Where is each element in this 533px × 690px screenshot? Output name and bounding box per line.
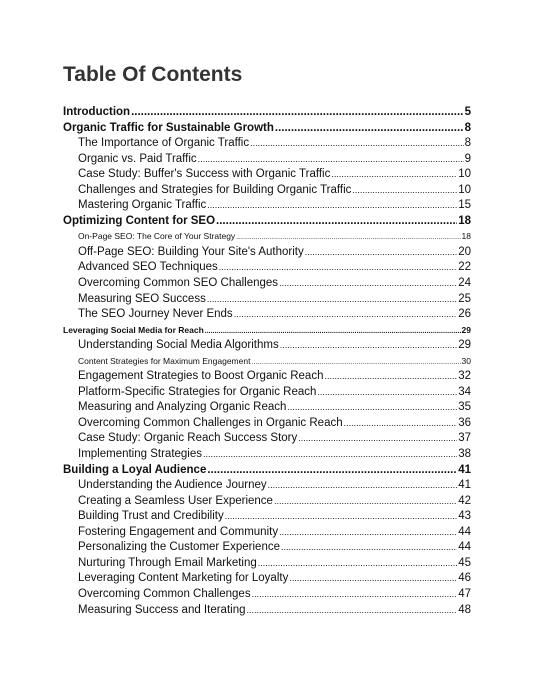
- toc-entry-label: Fostering Engagement and Community: [78, 525, 279, 538]
- toc-entry-label: On-Page SEO: The Core of Your Strategy: [78, 231, 236, 242]
- dot-leader: [225, 509, 457, 525]
- toc-entry-label: Case Study: Organic Reach Success Story: [78, 432, 298, 445]
- dot-leader: [246, 603, 457, 619]
- toc-entry-label: Overcoming Common SEO Challenges: [78, 277, 279, 290]
- toc-entry-label: Understanding Social Media Algorithms: [78, 339, 279, 352]
- toc-entry[interactable]: [63, 369, 471, 385]
- toc-entry-label: Creating a Seamless User Experience: [78, 494, 273, 507]
- dot-leader: [207, 463, 457, 479]
- toc-entry-page-number: 15: [458, 199, 471, 212]
- toc-entry-page-number: 8: [464, 121, 471, 134]
- toc-entry-label: Measuring Success and Iterating: [78, 603, 246, 616]
- toc-entry[interactable]: [63, 245, 471, 261]
- toc-entry-label: Building a Loyal Audience: [63, 463, 207, 476]
- dot-leader: [289, 571, 457, 587]
- toc-entry[interactable]: [63, 447, 471, 463]
- toc-entry[interactable]: [63, 431, 471, 447]
- table-of-contents: [63, 105, 471, 618]
- dot-leader: [287, 400, 457, 416]
- toc-entry-label: Engagement Strategies to Boost Organic Reach: [78, 370, 324, 383]
- dot-leader: [207, 292, 457, 308]
- dot-leader: [258, 556, 457, 572]
- toc-entry-page-number: 34: [458, 385, 471, 398]
- toc-entry[interactable]: [63, 183, 471, 199]
- toc-entry-page-number: 9: [464, 152, 471, 165]
- toc-entry[interactable]: [63, 229, 471, 245]
- toc-entry-label: Organic vs. Paid Traffic: [78, 152, 197, 165]
- toc-entry-page-number: 29: [461, 324, 471, 335]
- toc-entry-page-number: 45: [458, 556, 471, 569]
- toc-entry-page-number: 18: [461, 231, 471, 242]
- toc-entry[interactable]: [63, 323, 471, 339]
- toc-entry-label: Personalizing the Customer Experience: [78, 541, 280, 554]
- toc-entry-label: Organic Traffic for Sustainable Growth: [63, 121, 274, 134]
- dot-leader: [234, 307, 458, 323]
- dot-leader: [279, 276, 457, 292]
- toc-entry[interactable]: [63, 540, 471, 556]
- toc-entry-label: Advanced SEO Techniques: [78, 261, 218, 274]
- toc-entry-page-number: 35: [458, 401, 471, 414]
- toc-entry[interactable]: [63, 478, 471, 494]
- toc-entry-page-number: 20: [458, 245, 471, 258]
- toc-entry[interactable]: [63, 400, 471, 416]
- toc-entry-page-number: 29: [458, 339, 471, 352]
- toc-entry[interactable]: [63, 556, 471, 572]
- page-title: Table Of Contents: [63, 63, 243, 86]
- dot-leader: [305, 245, 457, 261]
- toc-entry[interactable]: [63, 385, 471, 401]
- toc-entry[interactable]: [63, 509, 471, 525]
- toc-entry-label: Overcoming Common Challenges in Organic Reach: [78, 416, 343, 429]
- dot-leader: [298, 431, 457, 447]
- toc-entry-label: Leveraging Social Media for Reach: [63, 324, 204, 335]
- toc-entry-page-number: 24: [458, 277, 471, 290]
- dot-leader: [352, 183, 457, 199]
- dot-leader: [250, 136, 464, 152]
- toc-entry[interactable]: [63, 260, 471, 276]
- toc-entry[interactable]: [63, 276, 471, 292]
- dot-leader: [236, 229, 460, 245]
- toc-entry[interactable]: [63, 416, 471, 432]
- toc-entry-page-number: 18: [458, 214, 471, 227]
- toc-entry-page-number: 43: [458, 510, 471, 523]
- toc-entry-label: Optimizing Content for SEO: [63, 214, 216, 227]
- toc-entry-page-number: 41: [458, 479, 471, 492]
- dot-leader: [203, 447, 457, 463]
- toc-entry-label: Mastering Organic Traffic: [78, 199, 207, 212]
- toc-entry[interactable]: [63, 587, 471, 603]
- toc-entry-label: Platform-Specific Strategies for Organic Reach: [78, 385, 317, 398]
- toc-entry[interactable]: [63, 463, 471, 479]
- toc-entry-page-number: 26: [458, 308, 471, 321]
- toc-entry[interactable]: [63, 338, 471, 354]
- toc-entry-label: Content Strategies for Maximum Engagement: [78, 355, 251, 366]
- toc-entry-page-number: 8: [464, 137, 471, 150]
- toc-entry-page-number: 32: [458, 370, 471, 383]
- toc-entry[interactable]: [63, 136, 471, 152]
- dot-leader: [198, 152, 464, 168]
- dot-leader: [251, 354, 460, 370]
- toc-entry-label: The SEO Journey Never Ends: [78, 308, 233, 321]
- toc-entry-page-number: 47: [458, 587, 471, 600]
- toc-entry-page-number: 38: [458, 448, 471, 461]
- toc-entry-label: Nurturing Through Email Marketing: [78, 556, 257, 569]
- toc-entry[interactable]: [63, 494, 471, 510]
- toc-entry-label: The Importance of Organic Traffic: [78, 137, 250, 150]
- toc-entry[interactable]: [63, 198, 471, 214]
- toc-entry[interactable]: [63, 603, 471, 619]
- toc-entry-label: Understanding the Audience Journey: [78, 479, 267, 492]
- toc-entry-label: Off-Page SEO: Building Your Site's Authority: [78, 245, 304, 258]
- toc-entry-page-number: 41: [458, 463, 471, 476]
- toc-entry-page-number: 30: [461, 355, 471, 366]
- toc-entry-label: Challenges and Strategies for Building Organic Traffic: [78, 183, 352, 196]
- dot-leader: [275, 121, 464, 137]
- toc-entry[interactable]: [63, 167, 471, 183]
- toc-entry-page-number: 25: [458, 292, 471, 305]
- dot-leader: [131, 105, 464, 121]
- dot-leader: [205, 323, 461, 339]
- toc-entry[interactable]: [63, 292, 471, 308]
- toc-entry-page-number: 36: [458, 416, 471, 429]
- dot-leader: [219, 260, 457, 276]
- toc-entry[interactable]: [63, 152, 471, 168]
- toc-entry-label: Leveraging Content Marketing for Loyalty: [78, 572, 289, 585]
- toc-entry-page-number: 44: [458, 541, 471, 554]
- toc-entry[interactable]: [63, 354, 471, 370]
- toc-entry-page-number: 42: [458, 494, 471, 507]
- dot-leader: [216, 214, 457, 230]
- toc-entry-page-number: 48: [458, 603, 471, 616]
- dot-leader: [280, 338, 457, 354]
- dot-leader: [252, 587, 458, 603]
- toc-entry[interactable]: [63, 571, 471, 587]
- dot-leader: [317, 385, 457, 401]
- toc-entry-page-number: 44: [458, 525, 471, 538]
- toc-entry[interactable]: [63, 307, 471, 323]
- toc-entry[interactable]: [63, 525, 471, 541]
- toc-entry-page-number: 5: [464, 106, 471, 118]
- dot-leader: [331, 167, 457, 183]
- dot-leader: [207, 198, 457, 214]
- toc-entry-label: Measuring and Analyzing Organic Reach: [78, 401, 287, 414]
- toc-entry-label: Overcoming Common Challenges: [78, 587, 251, 600]
- toc-entry-page-number: 10: [458, 183, 471, 196]
- toc-entry-label: Introduction: [63, 106, 131, 118]
- toc-entry-label: Implementing Strategies: [78, 448, 203, 461]
- toc-entry-label: Building Trust and Credibility: [78, 510, 224, 523]
- toc-entry[interactable]: [63, 121, 471, 137]
- toc-entry-page-number: 10: [458, 168, 471, 181]
- dot-leader: [344, 416, 458, 432]
- toc-entry-page-number: 22: [458, 261, 471, 274]
- toc-entry-label: Case Study: Buffer's Success with Organic Traffic: [78, 168, 331, 181]
- dot-leader: [268, 478, 458, 494]
- dot-leader: [281, 540, 457, 556]
- dot-leader: [274, 494, 457, 510]
- toc-entry-page-number: 37: [458, 432, 471, 445]
- toc-entry[interactable]: [63, 214, 471, 230]
- dot-leader: [279, 525, 457, 541]
- dot-leader: [324, 369, 457, 385]
- toc-entry-label: Measuring SEO Success: [78, 292, 206, 305]
- toc-entry-page-number: 46: [458, 572, 471, 585]
- toc-entry[interactable]: [63, 105, 471, 121]
